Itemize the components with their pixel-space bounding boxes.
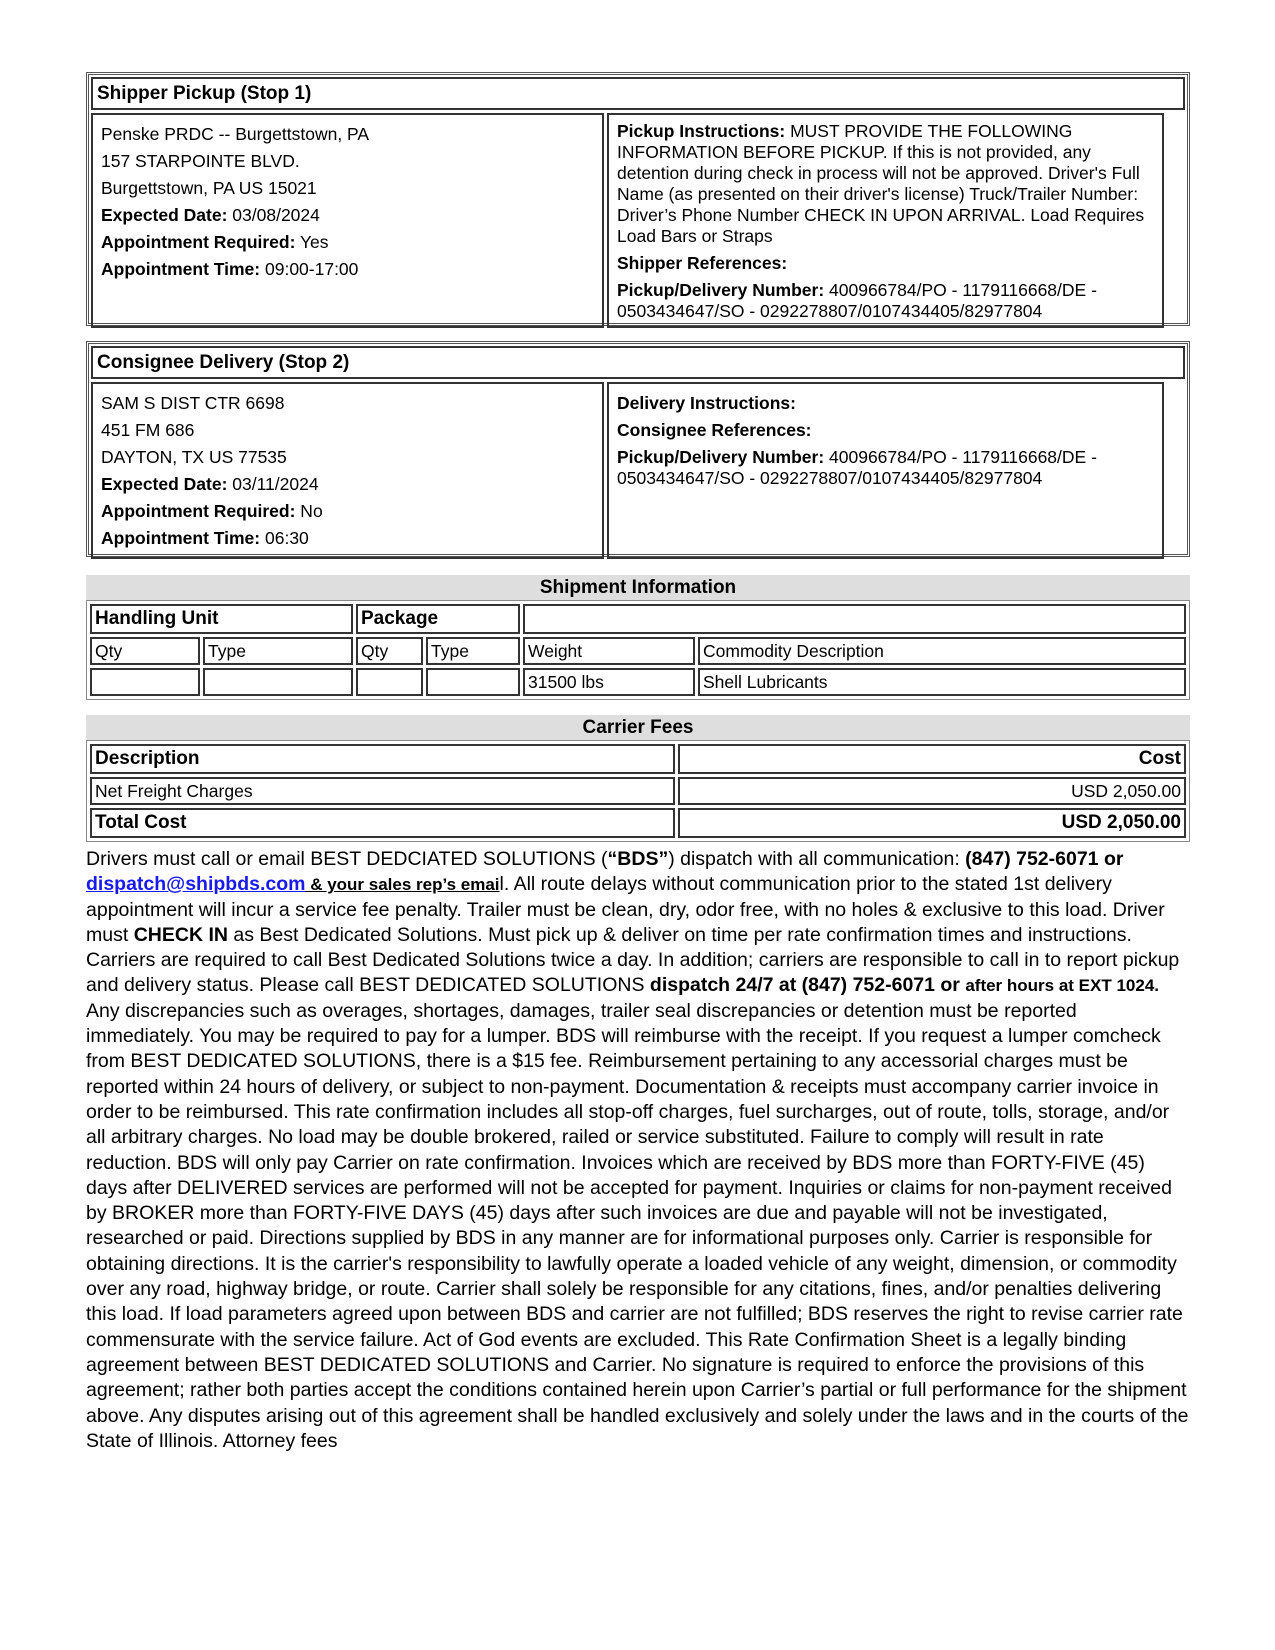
col-header: Qty <box>356 637 423 665</box>
carrier-fees-section <box>86 715 1190 842</box>
table-cell <box>203 668 353 696</box>
package-header: Package <box>356 604 520 634</box>
value: 400966784/PO - 1179116668/DE - 0503434647/SO - 0292278807/0107434405/82977804 <box>617 447 1097 488</box>
pickup-instructions <box>617 121 1154 247</box>
consignee-address-line2: DAYTON, TX US 77535 <box>101 447 287 467</box>
value: 03/11/2024 <box>227 474 319 494</box>
consignee-delivery-title: Consignee Delivery (Stop 2) <box>91 346 1185 379</box>
value: 06:30 <box>260 528 309 548</box>
value: 03/08/2024 <box>227 205 320 225</box>
shipper-expected-date <box>101 202 594 229</box>
shipper-pickup-section <box>86 72 1190 326</box>
check-in-text: CHECK IN <box>133 923 228 946</box>
label: Appointment Time: <box>101 259 261 279</box>
commodity-cell: Shell Lubricants <box>698 668 1186 696</box>
col-header: Weight <box>523 637 695 665</box>
consignee-references-label: Consignee References: <box>617 420 812 440</box>
shipment-information-title: Shipment Information <box>86 575 1190 600</box>
dispatch-email-link[interactable]: dispatch@shipbds.com <box>86 873 306 896</box>
handling-unit-header: Handling Unit <box>90 604 353 634</box>
consignee-address-line1: 451 FM 686 <box>101 420 195 440</box>
after-hours-text: after hours at EXT 1024. <box>965 976 1160 996</box>
col-header: Type <box>203 637 353 665</box>
fee-description: Net Freight Charges <box>90 777 675 805</box>
shipment-group-header-row <box>90 604 1186 634</box>
fee-cost: USD 2,050.00 <box>678 777 1186 805</box>
shipper-appointment-time <box>101 256 594 283</box>
value: 400966784/PO - 1179116668/DE - 0503434647/SO - 0292278807/0107434405/82977804 <box>617 280 1097 321</box>
terms-text: Any discrepancies such as overages, shortages, damages, trailer seal discrepancies or detention must be reported immediately. You may be required to pay for a lumper. BDS will reimburse with the receipt. If you request a lumper comcheck from BEST DEDICATED SOLUTIONS, there is a $15 fee. Reimbursement pertaining to any accessorial charges must be reported within 24 hours of delivery, or subject to non-payment. Documentation & receipts must accompany carrier invoice in order to be reimbursed. This rate confirmation includes all stop-off charges, fuel surcharges, out of route, tolls, storage, and/or all arbitrary charges. No load may be double brokered, railed or service substituted. Failure to comply will result in rate reduction. BDS will only pay Carrier on rate confirmation. Invoices which are received by BDS more than FORTY-FIVE (45) days after DELIVERED services are performed will not be accepted for payment. Inquiries or claims for non-payment received by BROKER more than FORTY-FIVE DAYS (45) days after such invoices are due and payable will not be investigated, researched or paid. Directions supplied by BDS in any manner are for informational purposes only. Carrier is responsible for obtaining directions. It is the carrier's responsibility to lawfully operate a loaded vehicle of any weight, dimension, or commodity over any road, highway bridge, or route. Carrier shall solely be responsible for any citations, fines, and/or penalties delivering this load. If load parameters agreed upon between BDS and carrier are not fulfilled; BDS reserves the right to revise carrier rate commensurate with the service failure. Act of God events are excluded. This Rate Confirmation Sheet is a legally binding agreement between BEST DEDICATED SOLUTIONS and Carrier. No signature is required to enforce the provisions of this agreement; rather both parties accept the conditions contained herein upon Carrier’s partial or full performance for the shipment above. Any disputes arising out of this agreement shall be handled exclusively and solely under the laws and in the courts of the State of Illinois. Attorney fees <box>86 999 1189 1452</box>
consignee-name: SAM S DIST CTR 6698 <box>101 393 285 413</box>
terms-text: as Best Dedicated Solutions. Must pick up & deliver on time per rate confirmation times and instructions. Carriers are required to call Best Dedicated Solutions twice a day. In addition; carriers are responsible to call in to report pickup and delivery status. Please call BEST DEDICATED SOLUTIONS <box>86 923 1180 997</box>
value: No <box>295 501 323 521</box>
value: 09:00-17:00 <box>260 259 359 279</box>
table-cell <box>90 668 200 696</box>
consignee-expected-date <box>101 471 594 498</box>
table-row <box>90 777 1186 805</box>
shipper-address-line1: 157 STARPOINTE BLVD. <box>101 151 300 171</box>
shipper-pickup-title: Shipper Pickup (Stop 1) <box>91 77 1185 110</box>
shipment-information-section <box>86 575 1190 700</box>
shipper-references-label: Shipper References: <box>617 253 788 273</box>
description-header: Description <box>90 744 675 774</box>
label: Pickup/Delivery Number: <box>617 447 825 467</box>
table-row <box>90 668 1186 696</box>
total-cost-value: USD 2,050.00 <box>678 808 1186 838</box>
rate-confirmation-page <box>86 72 1190 1452</box>
carrier-fees-title: Carrier Fees <box>86 715 1190 740</box>
label: Expected Date: <box>101 205 228 225</box>
value: Yes <box>295 232 329 252</box>
delivery-instructions-label: Delivery Instructions: <box>617 393 796 413</box>
terms-text: Drivers must call or email BEST DEDCIATED SOLUTIONS ( <box>86 848 608 870</box>
col-header: Qty <box>90 637 200 665</box>
label: Pickup Instructions: <box>617 121 786 141</box>
consignee-appointment-required <box>101 498 594 525</box>
fees-header-row <box>90 744 1186 774</box>
shipper-instructions <box>607 113 1164 328</box>
value: MUST PROVIDE THE FOLLOWING INFORMATION BEFORE PICKUP. If this is not provided, any detention during check in process will not be approved. Driver's Full Name (as presented on their driver's license) Truck/Trailer Number: Driver’s Phone Number CHECK IN UPON ARRIVAL. Load Requires Load Bars or Straps <box>617 121 1145 246</box>
shipper-details <box>91 113 604 328</box>
label: Pickup/Delivery Number: <box>617 280 825 300</box>
dispatch-phone: (847) 752-6071 or <box>965 848 1124 870</box>
blank-header <box>523 604 1186 634</box>
shipment-table <box>86 600 1190 700</box>
table-cell <box>426 668 520 696</box>
sales-rep-email-text: & your sales rep’s emai <box>305 875 500 895</box>
consignee-details <box>91 382 604 559</box>
carrier-fees-table <box>86 740 1190 842</box>
shipper-appointment-required <box>101 229 594 256</box>
cost-header: Cost <box>678 744 1186 774</box>
col-header: Commodity Description <box>698 637 1186 665</box>
shipment-column-header-row <box>90 637 1186 665</box>
weight-cell: 31500 lbs <box>523 668 695 696</box>
shipper-name: Penske PRDC -- Burgettstown, PA <box>101 124 370 144</box>
col-header: Type <box>426 637 520 665</box>
consignee-delivery-section <box>86 341 1190 557</box>
total-cost-label: Total Cost <box>90 808 675 838</box>
consignee-instructions <box>607 382 1164 559</box>
label: Expected Date: <box>101 474 228 494</box>
bds-label: “BDS” <box>607 848 669 870</box>
table-cell <box>356 668 423 696</box>
shipper-address-line2: Burgettstown, PA US 15021 <box>101 178 317 198</box>
label: Appointment Time: <box>101 528 261 548</box>
consignee-appointment-time <box>101 525 594 552</box>
terms-text: l. All route delays without communication prior to the stated 1st delivery appointment will incur a service fee penalty. Trailer must be clean, dry, odor free, with no holes & exclusive to this load. Driver must <box>86 873 1165 946</box>
label: Appointment Required: <box>101 501 296 521</box>
consignee-pickup-delivery-number <box>617 447 1154 489</box>
total-row <box>90 808 1186 838</box>
terms-paragraph <box>86 847 1190 1454</box>
label: Appointment Required: <box>101 232 296 252</box>
shipper-pickup-delivery-number <box>617 280 1154 322</box>
dispatch-24-7-text: dispatch 24/7 at (847) 752-6071 or <box>649 974 966 997</box>
terms-text: ) dispatch with all communication: <box>668 848 966 870</box>
